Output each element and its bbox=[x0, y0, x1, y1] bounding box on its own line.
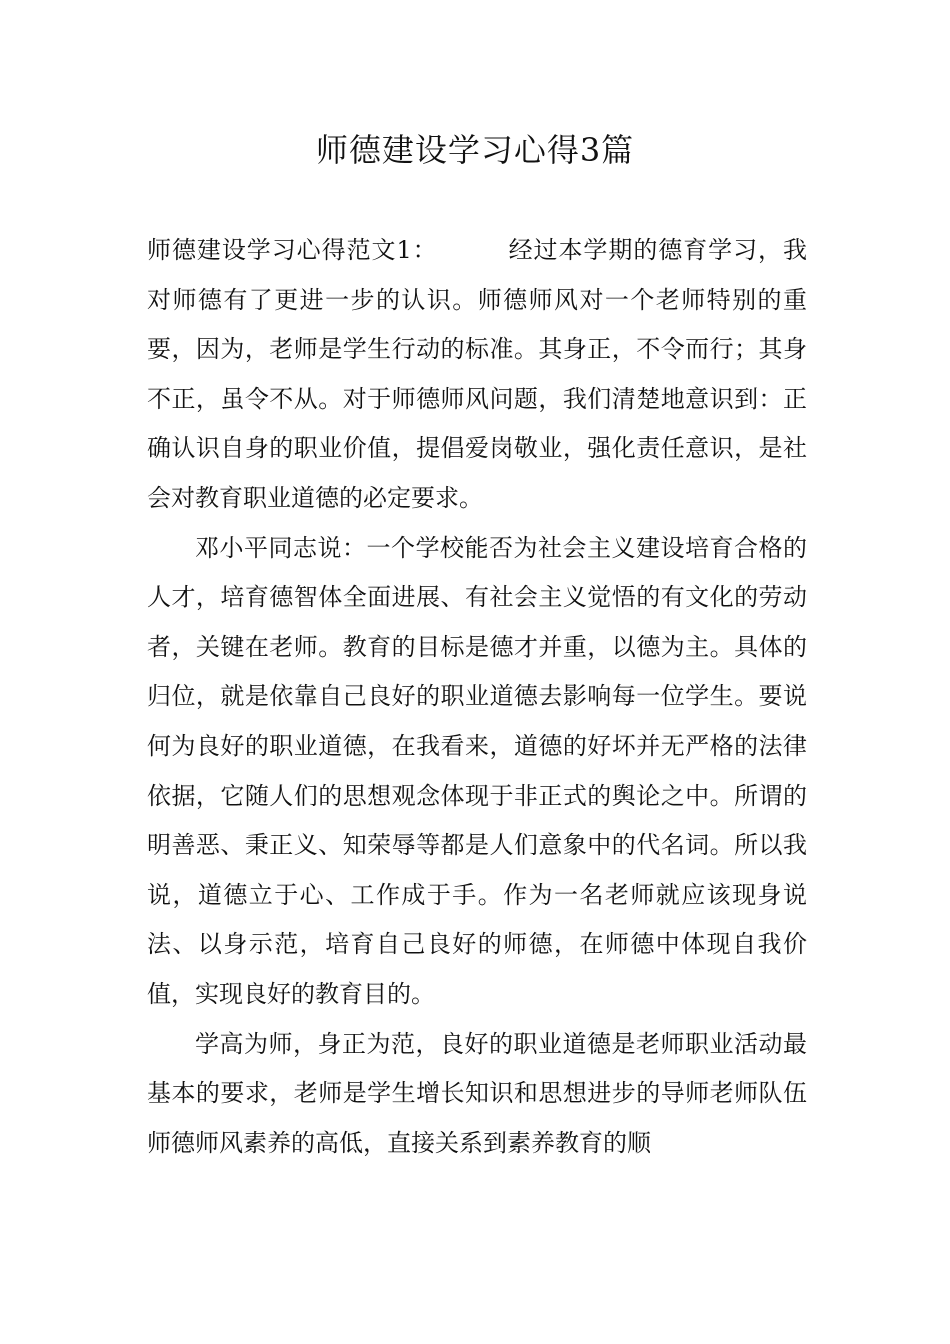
sample-label: 师德建设学习心得范文1： bbox=[147, 236, 438, 264]
paragraph-1-text: 经过本学期的德育学习，我对师德有了更进一步的认识。师德师风对一个老师特别的重要，因为，老师是学生行动的标准。其身正，不令而行；其身不正，虽令不从。对于师德师风问题，我们清楚地意识到：正确认识自身的职业价值，提倡爱岗敬业，强化责任意识，是社会对教育职业道德的必定要求。 bbox=[147, 236, 807, 512]
paragraph-3: 学高为师，身正为范，良好的职业道德是老师职业活动最基本的要求，老师是学生增长知识和思想进步的导师老师队伍师德师风素养的高低，直接关系到素养教育的顺 bbox=[147, 1029, 807, 1157]
paragraph-1 bbox=[147, 226, 807, 524]
paragraph-2: 邓小平同志说：一个学校能否为社会主义建设培育合格的人才，培育德智体全面进展、有社会主义觉悟的有文化的劳动者，关键在老师。教育的目标是德才并重，以德为主。具体的归位，就是依靠自己良好的职业道德去影响每一位学生。要说何为良好的职业道德，在我看来，道德的好坏并无严格的法律依据，它随人们的思想观念体现于非正式的舆论之中。所谓的明善恶、秉正义、知荣辱等都是人们意象中的代名词。所以我说，道德立于心、工作成于手。作为一名老师就应该现身说法、以身示范，培育自己良好的师德，在师德中体现自我价值，实现良好的教育目的。 bbox=[147, 533, 807, 1008]
document-title: 师德建设学习心得3篇 bbox=[315, 131, 635, 169]
document-body bbox=[147, 226, 807, 1168]
